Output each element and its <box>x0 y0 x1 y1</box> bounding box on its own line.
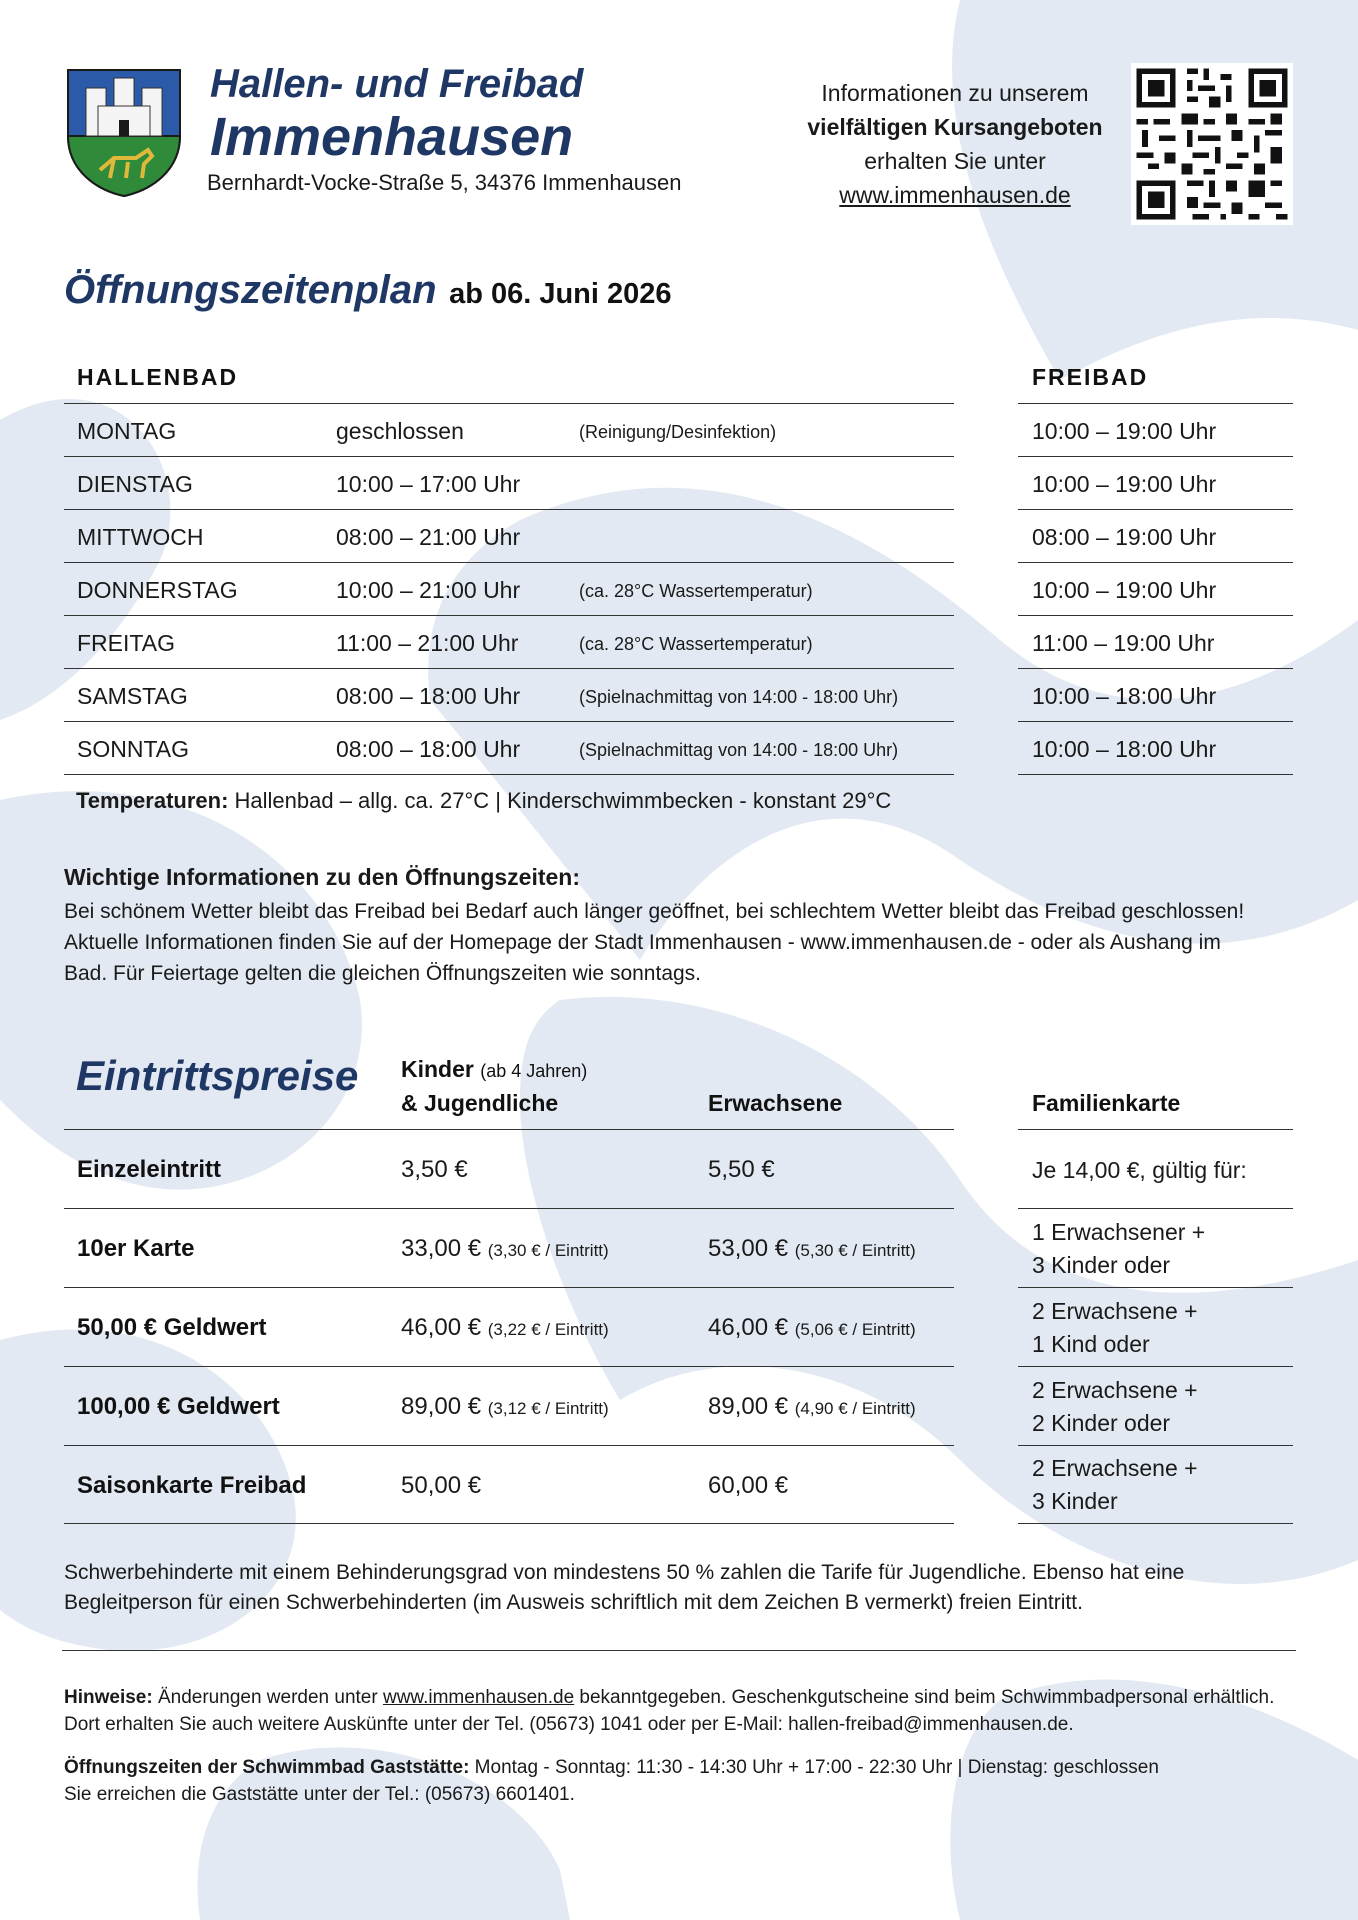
hallenbad-note: (Spielnachmittag von 14:00 - 18:00 Uhr) <box>579 687 899 707</box>
info-line3: erhalten Sie unter <box>864 148 1046 174</box>
qr-code-icon <box>1131 63 1293 225</box>
family-text: 2 Erwachsene + 2 Kinder oder <box>1032 1377 1198 1436</box>
price-kinder: 50,00 € <box>401 1472 482 1499</box>
divider <box>1018 456 1293 457</box>
price-row-label: 50,00 € Geldwert <box>77 1314 267 1341</box>
col-kinder-line2: & Jugendliche <box>401 1090 559 1116</box>
day-label: SONNTAG <box>77 736 190 762</box>
hints-block <box>64 1684 1304 1808</box>
divider <box>1018 615 1293 616</box>
divider <box>64 1445 954 1446</box>
hallenbad-hours: 10:00 – 17:00 Uhr <box>336 471 521 497</box>
freibad-hours: 10:00 – 19:00 Uhr <box>1032 418 1217 444</box>
col-kinder-bold: Kinder <box>401 1056 474 1082</box>
freibad-label: FREIBAD <box>1032 364 1149 390</box>
info-box <box>780 76 1130 212</box>
col-header-kinder <box>401 1056 587 1083</box>
col-header-erwachsene: Erwachsene <box>708 1090 843 1116</box>
title-line1: Hallen- und Freibad <box>210 62 584 106</box>
price-row-label: 10er Karte <box>77 1235 195 1262</box>
divider <box>1018 562 1293 563</box>
price-kinder: 33,00 € (3,30 € / Eintritt) <box>401 1235 609 1262</box>
divider <box>64 721 954 722</box>
divider <box>64 774 954 775</box>
hallenbad-label: HALLENBAD <box>77 364 239 390</box>
day-label: SAMSTAG <box>77 683 188 709</box>
day-label: DIENSTAG <box>77 471 193 497</box>
temperatures-label: Temperaturen: <box>76 788 229 813</box>
important-text: Bei schönem Wetter bleibt das Freibad bei Bedarf auch länger geöffnet, bei schlechtem Wetter bleibt das Freibad geschlossen! Aktuelle Informationen finden Sie auf der Homepage der Stadt Immenhausen - www.immenhausen.de - oder als Aushang im Bad. Für Feiertage gelten die gleichen Öffnungszeiten wie sonntags. <box>64 900 1245 985</box>
hallenbad-hours: geschlossen <box>336 418 464 444</box>
divider <box>1018 1445 1293 1446</box>
divider <box>1018 1208 1293 1209</box>
price-erwachsene: 53,00 € (5,30 € / Eintritt) <box>708 1235 916 1262</box>
price-kinder: 3,50 € <box>401 1156 468 1183</box>
title-line2: Immenhausen <box>210 107 574 167</box>
divider <box>1018 668 1293 669</box>
freibad-hours: 10:00 – 19:00 Uhr <box>1032 577 1217 603</box>
hallenbad-hours: 10:00 – 21:00 Uhr <box>336 577 521 603</box>
heading-sub: ab 06. Juni 2026 <box>449 278 672 310</box>
divider <box>1018 721 1293 722</box>
price-row-label: Einzeleintritt <box>77 1156 222 1183</box>
divider <box>1018 1366 1293 1367</box>
divider <box>64 1523 954 1524</box>
divider <box>64 403 954 404</box>
price-erwachsene: 46,00 € (5,06 € / Eintritt) <box>708 1314 916 1341</box>
divider <box>64 668 954 669</box>
day-label: MONTAG <box>77 418 177 444</box>
hints-link[interactable]: www.immenhausen.de <box>382 1687 575 1708</box>
price-erwachsene: 60,00 € <box>708 1472 789 1499</box>
gaststaette-hours: Öffnungszeiten der Schwimmbad Gaststätte: Montag - Sonntag: 11:30 - 14:30 Uhr + 17:00 - 22:30 Uhr | Dienstag: geschlossen <box>64 1757 1159 1778</box>
price-row-label: 100,00 € Geldwert <box>77 1393 280 1420</box>
freibad-hours: 10:00 – 19:00 Uhr <box>1032 471 1217 497</box>
temperatures-text: Hallenbad – allg. ca. 27°C | Kinderschwimmbecken - konstant 29°C <box>228 788 892 813</box>
divider <box>1018 774 1293 775</box>
prices-title: Eintrittspreise <box>76 1052 359 1099</box>
day-label: DONNERSTAG <box>77 577 238 603</box>
day-label: FREITAG <box>77 630 175 656</box>
divider <box>64 509 954 510</box>
divider <box>64 562 954 563</box>
price-erwachsene: 5,50 € <box>708 1156 775 1183</box>
hallenbad-note: (ca. 28°C Wassertemperatur) <box>579 581 813 601</box>
divider <box>64 1287 954 1288</box>
divider <box>1018 1129 1293 1130</box>
divider <box>64 1129 954 1130</box>
divider <box>62 1650 1296 1651</box>
family-text: 1 Erwachsener + 3 Kinder oder <box>1032 1219 1206 1278</box>
family-text: 2 Erwachsene + 1 Kind oder <box>1032 1298 1198 1357</box>
hallenbad-note: (ca. 28°C Wassertemperatur) <box>579 634 813 654</box>
day-label: MITTWOCH <box>77 524 204 550</box>
freibad-hours: 10:00 – 18:00 Uhr <box>1032 736 1217 762</box>
divider <box>1018 1287 1293 1288</box>
price-kinder: 46,00 € (3,22 € / Eintritt) <box>401 1314 609 1341</box>
hallenbad-hours: 11:00 – 21:00 Uhr <box>336 630 519 656</box>
col-kinder-small: (ab 4 Jahren) <box>480 1061 588 1081</box>
divider <box>64 456 954 457</box>
hallenbad-hours: 08:00 – 18:00 Uhr <box>336 736 521 762</box>
page-heading <box>64 268 672 313</box>
divider <box>1018 403 1293 404</box>
gaststaette-phone: Sie erreichen die Gaststätte unter der Tel.: (05673) 6601401. <box>64 1784 575 1805</box>
hallenbad-note: (Spielnachmittag von 14:00 - 18:00 Uhr) <box>579 740 899 760</box>
divider <box>64 1366 954 1367</box>
coat-of-arms-logo <box>64 66 184 198</box>
info-line1: Informationen zu unserem <box>821 80 1089 106</box>
divider <box>64 1208 954 1209</box>
family-text: Je 14,00 €, gültig für: <box>1032 1157 1247 1183</box>
hints-paragraph: Hinweise: Änderungen werden unter www.immenhausen.de bekanntgegeben. Geschenkgutscheine sind beim Schwimmbadpersonal erhältlich. Dort erhalten Sie auch weitere Auskünfte unter der Tel. (05673) 1041 oder per E-Mail: hallen-freibad@immenhausen.de. <box>64 1687 1275 1735</box>
address: Bernhardt-Vocke-Straße 5, 34376 Immenhausen <box>207 170 682 195</box>
price-kinder: 89,00 € (3,12 € / Eintritt) <box>401 1393 609 1420</box>
freibad-hours: 08:00 – 19:00 Uhr <box>1032 524 1217 550</box>
price-row-label: Saisonkarte Freibad <box>77 1472 307 1499</box>
col-header-familienkarte: Familienkarte <box>1032 1090 1181 1116</box>
disability-note: Schwerbehinderte mit einem Behinderungsgrad von mindestens 50 % zahlen die Tarife für Jugendliche. Ebenso hat eine Begleitperson für einen Schwerbehinderten (im Ausweis schriftlich mit dem Zeichen B vermerkt) freien Eintritt. <box>64 1561 1185 1614</box>
divider <box>1018 509 1293 510</box>
hallenbad-hours: 08:00 – 18:00 Uhr <box>336 683 521 709</box>
info-link[interactable]: www.immenhausen.de <box>839 182 1071 208</box>
family-text: 2 Erwachsene + 3 Kinder <box>1032 1455 1198 1514</box>
hallenbad-note: (Reinigung/Desinfektion) <box>579 422 777 442</box>
hallenbad-hours: 08:00 – 21:00 Uhr <box>336 524 521 550</box>
important-title: Wichtige Informationen zu den Öffnungszeiten: <box>64 864 580 890</box>
freibad-hours: 10:00 – 18:00 Uhr <box>1032 683 1217 709</box>
info-line2: vielfältigen Kursangeboten <box>807 114 1103 140</box>
temperatures-line <box>76 788 891 814</box>
heading-main: Öffnungszeitenplan <box>64 268 437 312</box>
divider <box>64 615 954 616</box>
price-erwachsene: 89,00 € (4,90 € / Eintritt) <box>708 1393 916 1420</box>
freibad-hours: 11:00 – 19:00 Uhr <box>1032 630 1215 656</box>
divider <box>1018 1523 1293 1524</box>
